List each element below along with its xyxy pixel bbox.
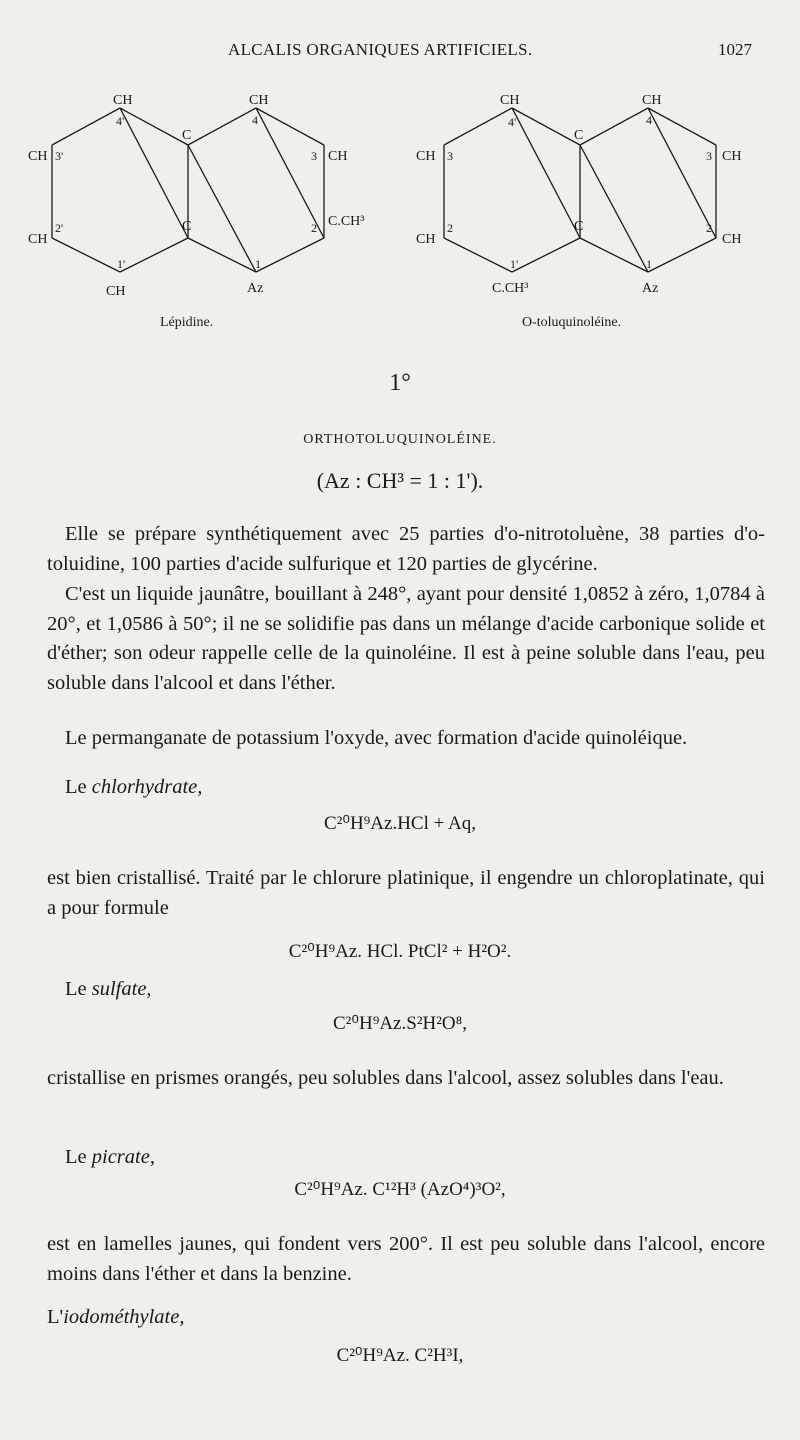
salt-name: picrate,: [91, 1146, 155, 1168]
section-title: ORTHOTOLUQUINOLÉINE.: [303, 432, 497, 447]
paragraph: C'est un liquide jaunâtre, bouillant à 248°, ayant pour densité 1,0852 à zéro, 1,0784 à 20°, et 1,0586 à 50°; il ne se solidifie pas dans un mélange d'acide carbonique solide et d'éther; son odeur rappelle celle de la quinoléine. Il est à peine soluble dans l'eau, peu soluble dans l'alcool et dans l'éther.: [47, 583, 765, 694]
paragraph: est en lamelles jaunes, qui fondent vers 200°. Il est peu soluble dans l'alcool, encore moins dans l'éther et dans la benzine.: [47, 1233, 765, 1285]
salt-name: sulfate,: [91, 978, 152, 1000]
atom-label: C: [182, 128, 192, 143]
paragraph: Elle se prépare synthétiquement avec 25 parties d'o-nitrotoluène, 38 parties d'o-toluidine, 100 parties d'acide sulfurique et 120 parties de glycérine.: [47, 523, 765, 575]
position-label: 4': [508, 115, 517, 129]
position-label: 1': [117, 257, 126, 271]
atom-label: C: [574, 128, 584, 143]
atom-label: C.CH³: [492, 281, 529, 296]
running-title: ALCALIS ORGANIQUES ARTIFICIELS.: [228, 40, 533, 59]
atom-label: CH: [106, 284, 126, 299]
formula: C²⁰H⁹Az.HCl + Aq,: [323, 813, 477, 834]
position-label: 2': [55, 221, 64, 235]
salt-prefix: Le: [65, 776, 92, 798]
paragraph: est bien cristallisé. Traité par le chlorure platinique, il engendre un chloroplatinate, qui a pour formule: [47, 867, 765, 919]
paragraph: Le permanganate de potassium l'oxyde, avec formation d'acide quinoléique.: [65, 727, 688, 749]
atom-label: CH: [722, 232, 742, 247]
salt-label-iodomethylate: [47, 1306, 184, 1329]
atom-label: CH: [328, 149, 348, 164]
formula: C²⁰H⁹Az. C¹²H³ (AzO⁴)³O²,: [294, 1179, 506, 1200]
atom-label: CH: [500, 93, 520, 108]
position-label: 3: [706, 149, 712, 163]
running-header: [0, 40, 800, 70]
lepidine-labels: [28, 93, 364, 330]
position-label: 2: [311, 221, 317, 235]
section-formula: (Az : CH³ = 1 : 1').: [316, 468, 484, 493]
atom-label: Az: [642, 281, 659, 296]
position-label: 1': [510, 257, 519, 271]
paragraph: cristallise en prismes orangés, peu solubles dans l'alcool, assez solubles dans l'eau.: [47, 1067, 724, 1089]
section-number: 1°: [389, 370, 411, 396]
position-label: 3': [55, 149, 64, 163]
atom-label: CH: [722, 149, 742, 164]
atom-label: CH: [416, 232, 436, 247]
atom-label: C.CH³: [328, 214, 365, 229]
page-number: 1027: [718, 40, 752, 59]
salt-prefix: L': [47, 1306, 64, 1328]
atom-label: C: [182, 219, 192, 234]
atom-label: CH: [113, 93, 133, 108]
atom-label: CH: [416, 149, 436, 164]
atom-label: CH: [28, 232, 48, 247]
salt-label-chlorhydrate: [65, 776, 202, 799]
position-label: 2: [706, 221, 712, 235]
position-label: 1: [646, 257, 652, 271]
figure-caption: Lépidine.: [160, 315, 214, 330]
structural-formulas-figure: [0, 80, 800, 340]
formula: C²⁰H⁹Az.S²H²O⁸,: [332, 1013, 467, 1034]
atom-label: CH: [28, 149, 48, 164]
salt-prefix: Le: [65, 1146, 92, 1168]
atom-label: C: [574, 219, 584, 234]
position-label: 1: [255, 257, 261, 271]
position-label: 4': [116, 114, 125, 128]
salt-prefix: Le: [65, 978, 92, 1000]
position-label: 2: [447, 221, 453, 235]
salt-name: chlorhydrate,: [91, 776, 203, 798]
formula: C²⁰H⁹Az. HCl. PtCl² + H²O².: [288, 941, 512, 962]
salt-label-sulfate: [65, 978, 152, 1001]
position-label: 3: [311, 149, 317, 163]
position-label: 4: [646, 113, 652, 127]
formula: C²⁰H⁹Az. C²H³I,: [336, 1345, 464, 1366]
position-label: 4: [252, 113, 258, 127]
atom-label: Az: [247, 281, 264, 296]
atom-label: CH: [249, 93, 269, 108]
salt-name: iodométhylate,: [63, 1306, 185, 1328]
toluquinoleine-labels: [416, 93, 741, 330]
atom-label: CH: [642, 93, 662, 108]
position-label: 3: [447, 149, 453, 163]
salt-label-picrate: [65, 1146, 155, 1169]
figure-caption: O-toluquinoléine.: [522, 315, 622, 330]
